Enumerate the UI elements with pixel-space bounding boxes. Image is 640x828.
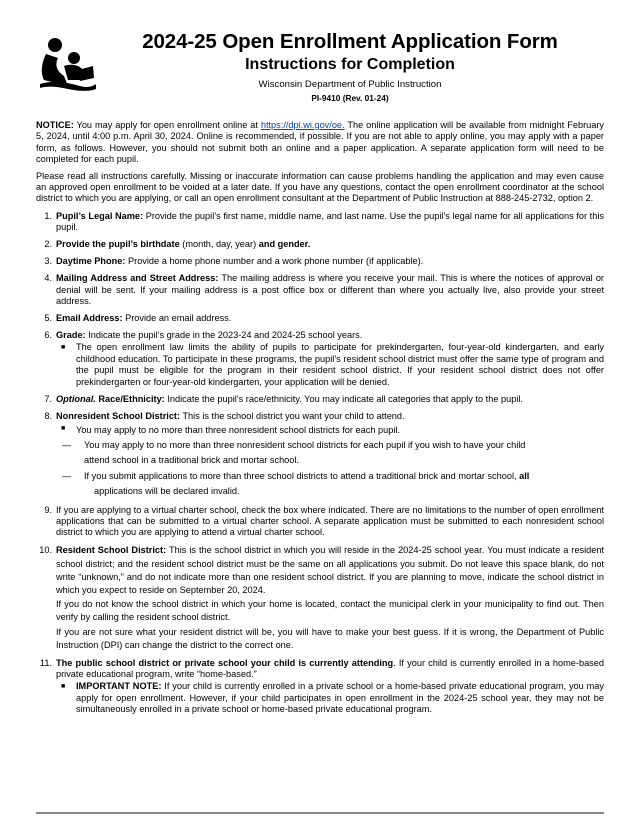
list-item: 7. Optional. Race/Ethnicity: Indicate the pupil’s race/ethnicity. You may indicate all categories that apply to the pupil. xyxy=(44,393,523,404)
sub-dash: — You may apply to no more than three nonresident school districts for each pupil if you wish to have your child xyxy=(62,440,526,451)
footer-divider xyxy=(36,812,604,814)
page-title: 2024-25 Open Enrollment Application Form xyxy=(142,30,558,53)
document-header xyxy=(96,30,604,104)
instructions-page xyxy=(36,30,604,721)
list-item: 8. Nonresident School District: This is the school district you want your child to attend. ■ You may apply to no more than three nonresident school districts for each pupil. — You may apply to no more than three nonresident school districts for each pupil if you wish to have your child attend school in a traditional brick and mortar school. — If you submit applications to more than three school districts to attend a traditional brick and mortar school, all applications will be declared invalid. xyxy=(36,411,604,499)
sub-dash: — If you submit applications to more than three school districts to attend a traditional brick and mortar school, all xyxy=(62,470,530,481)
sub-bullet: ■ You may apply to no more than three nonresident school districts for each pupil. xyxy=(61,425,400,436)
sub-bullet: ■ The open enrollment law limits the ability of pupils to participate for prekindergarten, four-year-old kindergarten, and early childhood education. To participate in these programs, the pupil’s resident school district must offer the same type of program and the pupil must be eligible for the program in their resident school district. If your resident school district does not offer prekindergarten or four-year-old kindergarten, your application will be denied. xyxy=(61,342,604,387)
list-item: 11. The public school district or private school your child is currently attending. If your child is currently enrolled in a home-based private educational program, write “home-based.” ■ IMPORTANT NOTE: If your child is currently enrolled in a private school or a home-based private educational program, you may apply for open enrollment. However, if your child participates in open enrollment in the 2024-25 school year, they may not be simultaneously enrolled in a private school or home-based private educational program. xyxy=(39,657,605,715)
form-id: PI-9410 (Rev. 01-24) xyxy=(311,93,389,103)
intro-paragraph: Please read all instructions carefully. Missing or inaccurate information can cause problems handling the application and may even cause an approved open enrollment to be voided at a later date. If you have any questions, contact the open enrollment coordinator at the school district to which you are applying, or call an open enrollment consultant at the Department of Public Instruction at 888-245-2732, option 2. xyxy=(36,170,604,204)
dpi-open-enrollment-link[interactable]: https://dpi.wi.gov/oe. xyxy=(260,120,345,130)
page-subtitle: Instructions for Completion xyxy=(245,56,455,73)
sub-bullet: ■ IMPORTANT NOTE: If your child is currently enrolled in a private school or a home-based private educational program, you may apply for open enrollment. However, if your child participates in open enrollment in the 2024-25 school year, they may not be simultaneously enrolled in a private school or home-based private educational program. xyxy=(61,681,605,715)
list-item: 6. Grade: Indicate the pupil’s grade in the 2023-24 and 2024-25 school years. ■ The open enrollment law limits the ability of pupils to participate for prekindergarten, four-year-old kindergarten, and early childhood education. To participate in these programs, the pupil’s resident school district must offer the same type of program and the pupil must be eligible for the program in their resident school district. If your resident school district does not offer prekindergarten or four-year-old kindergarten, your application will be denied. xyxy=(44,330,604,387)
list-item: 5. Email Address: Provide an email address. xyxy=(44,313,232,324)
department-name: Wisconsin Department of Public Instruction xyxy=(258,79,442,90)
instruction-list xyxy=(36,211,604,716)
notice-text-after: The online application will be available from midnight February 5, 2024, until 4:00 p.m. April 30, 2024. Online is recommended, if possible. If you are not able to apply online, you may apply with a paper form, as follows. However, you should not submit both an online and a paper application. A separate application form will need to be completed for each pupil. xyxy=(36,120,604,165)
list-item: 4. Mailing Address and Street Address: The mailing address is where you receive your mail. This is where the notices of approval or denial will be sent. If your mailing address is a post office box or different than where you actually live, also provide your street address. xyxy=(44,273,604,307)
list-item: 9. If you are applying to a virtual charter school, check the box where indicated. There are no limitations to the number of open enrollment applications that can be submitted to a virtual charter school. A separate application must be submitted to each nonresident school district to which you are applying to attend a virtual charter school. xyxy=(44,504,604,538)
list-item: 1. Pupil’s Legal Name: Provide the pupil’s first name, middle name, and last name. Use the pupil’s legal name for all applications for this pupil. xyxy=(44,210,604,233)
notice-label: NOTICE: xyxy=(36,120,74,130)
list-item: 2. Provide the pupil’s birthdate (month, day, year) and gender. xyxy=(44,239,311,250)
list-item: 10. Resident School District: This is the school district in which you will reside in the 2024-25 school year. You must indicate a resident school district; and the resident school district must be the same on all applications you submit. Do not leave this space blank, do not write “unknown,” and do not indicate more than one resident school district. If you are planning to move, indicate the school district in which you expect to reside on September 20, 2024. If you do not know the school district in which your home is located, contact the municipal clerk in your municipality to find out. Then verify by calling the resident school district. If you are not sure what your resident district will be, you will have to make your best guess. If it is wrong, the Department of Public Instruction (DPI) can change the district to the correct one. xyxy=(39,545,604,650)
list-item: 3. Daytime Phone: Provide a home phone number and a work phone number (if applicable). xyxy=(44,256,424,267)
sub-dash-cont: attend school in a traditional brick and mortar school. xyxy=(84,455,300,466)
notice-paragraph xyxy=(36,120,604,166)
notice-text-before: You may apply for open enrollment online at xyxy=(76,120,258,130)
sub-dash-cont: applications will be declared invalid. xyxy=(94,485,240,496)
